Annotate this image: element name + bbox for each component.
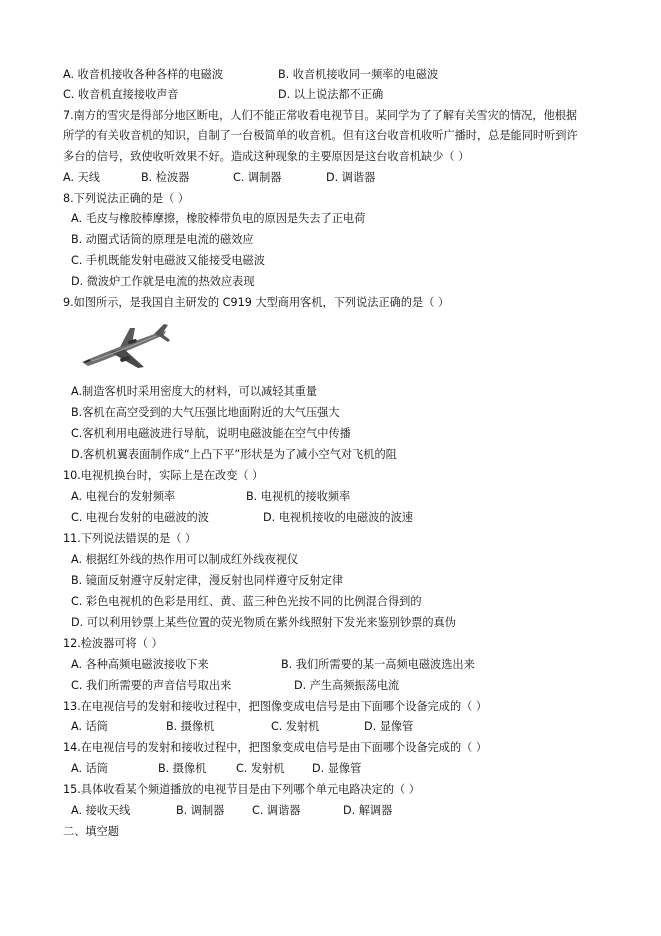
q7-option-a: A. 天线: [63, 171, 100, 184]
q13-option-c: C. 发射机: [271, 720, 320, 733]
q6-option-d: D. 以上说法都不正确: [278, 88, 384, 101]
q10-stem: 10.电视机换台时，实际上是在改变（ ）: [63, 469, 264, 482]
c919-airplane-image: [76, 322, 172, 374]
q7-option-c: C. 调制器: [233, 171, 282, 184]
q12-option-a: A. 各种高频电磁波接收下来: [71, 658, 209, 671]
q9-option-c: C.客机利用电磁波进行导航，说明电磁波能在空气中传播: [71, 427, 351, 440]
q15-option-b: B. 调制器: [176, 804, 225, 817]
q13-option-b: B. 摄像机: [166, 720, 215, 733]
q9-option-a: A.制造客机时采用密度大的材料，可以减轻其重量: [71, 385, 317, 398]
q9-option-b: B.客机在高空受到的大气压强比地面附近的大气压强大: [71, 406, 340, 419]
q7-stem-line1: 7.南方的雪灾是得部分地区断电，人们不能正常收看电视节目。某同学为了了解有关雪灾的情况，他根据: [63, 109, 578, 122]
q15-option-d: D. 解调器: [343, 804, 393, 817]
q14-option-b: B. 摄像机: [158, 762, 207, 775]
q11-stem: 11.下列说法错误的是（ ）: [63, 532, 197, 545]
q8-stem: 8.下列说法正确的是（ ）: [63, 192, 190, 205]
q11-option-a: A. 根据红外线的热作用可以制成红外线夜视仪: [71, 553, 299, 566]
q8-option-c: C. 手机既能发射电磁波又能接受电磁波: [71, 254, 265, 267]
q10-option-c: C. 电视台发射的电磁波的波: [71, 511, 209, 524]
q9-stem: 9.如图所示，是我国自主研发的 C919 大型商用客机，下列说法正确的是（ ）: [63, 296, 450, 309]
q11-option-b: B. 镜面反射遵守反射定律，漫反射也同样遵守反射定律: [71, 574, 344, 587]
q6-option-a: A. 收音机接收各种各样的电磁波: [63, 68, 224, 81]
q15-stem: 15.具体收看某个频道播放的电视节目是由下列哪个单元电路决定的（ ）: [63, 783, 420, 796]
q7-option-d: D. 调谐器: [326, 171, 376, 184]
q13-option-d: D. 显像管: [364, 720, 414, 733]
q12-option-b: B. 我们所需要的某一高频电磁波选出来: [281, 658, 475, 671]
q10-option-d: D. 电视机接收的电磁波的波速: [263, 511, 413, 524]
q8-option-b: B. 动圈式话筒的原理是电流的磁效应: [71, 233, 254, 246]
q9-option-d: D.客机机翼表面制作成“上凸下平”形状是为了减小空气对飞机的阻: [71, 448, 397, 461]
q12-stem: 12.检波器可将（ ）: [63, 637, 163, 650]
q10-option-a: A. 电视台的发射频率: [71, 490, 176, 503]
q15-option-c: C. 调谐器: [252, 804, 301, 817]
q8-option-a: A. 毛皮与橡胶棒摩擦，橡胶棒带负电的原因是失去了正电荷: [71, 212, 366, 225]
q13-option-a: A. 话筒: [71, 720, 108, 733]
q7-stem-line2: 所学的有关收音机的知识，自制了一台极简单的收音机。但有这台收音机收听广播时，总是能同时听到许: [63, 129, 578, 142]
q13-stem: 13.在电视信号的发射和接收过程中，把图像变成电信号是由下面哪个设备完成的（ ）: [63, 700, 488, 713]
q15-option-a: A. 接收天线: [71, 804, 131, 817]
q6-option-b: B. 收音机接收同一频率的电磁波: [278, 68, 439, 81]
q11-option-d: D. 可以利用钞票上某些位置的荧光物质在紫外线照射下发光来鉴别钞票的真伪: [71, 616, 456, 629]
q7-stem-line3: 多台的信号，致使收听效果不好。造成这种现象的主要原因是这台收音机缺少（ ）: [63, 150, 470, 163]
q6-option-c: C. 收音机直接接收声音: [63, 88, 179, 101]
q14-option-a: A. 话筒: [71, 762, 108, 775]
q8-option-d: D. 微波炉工作就是电流的热效应表现: [71, 275, 255, 288]
q7-option-b: B. 检波器: [141, 171, 190, 184]
q12-option-c: C. 我们所需要的声音信号取出来: [71, 679, 232, 692]
q14-stem: 14.在电视信号的发射和接收过程中，把图象变成电信号是由下面哪个设备完成的（ ）: [63, 741, 488, 754]
q10-option-b: B. 电视机的接收频率: [246, 490, 351, 503]
q11-option-c: C. 彩色电视机的色彩是用红、黄、蓝三种色光按不同的比例混合得到的: [71, 595, 422, 608]
section-heading-fill-in: 二、填空题: [63, 825, 119, 838]
q12-option-d: D. 产生高频振荡电流: [294, 679, 400, 692]
q14-option-c: C. 发射机: [236, 762, 285, 775]
q14-option-d: D. 显像管: [312, 762, 362, 775]
